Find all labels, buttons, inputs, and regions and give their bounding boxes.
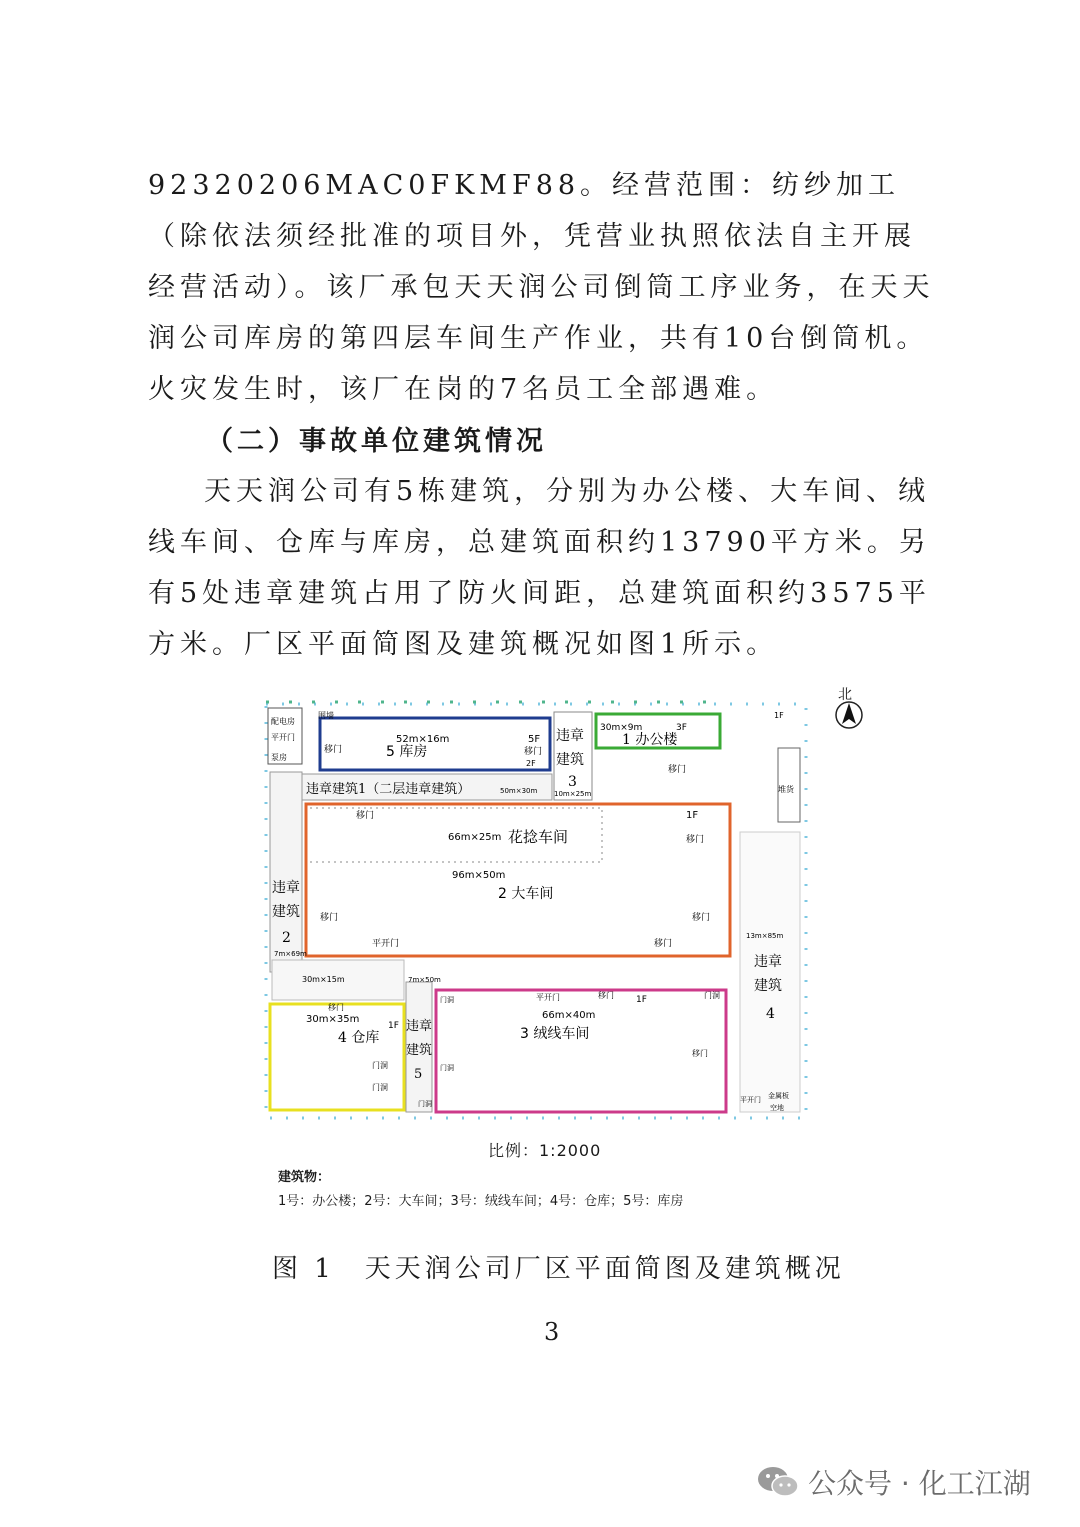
label-illegal3-floors: 2F [526,759,536,768]
label-b5-name: 5 库房 [386,744,428,760]
label-b1-floors: 3F [676,723,687,733]
page-number: 3 [544,1318,560,1346]
label-illegal5-dims: 7m×50m [408,976,441,984]
illegal-building-4 [740,832,800,1112]
label-b3-dims: 66m×40m [542,1010,596,1021]
label-b4-dims: 30m×35m [306,1014,360,1025]
label-illegal5-a: 违章 [406,1019,433,1034]
label-dump: 堆货 [778,785,794,794]
label-b5-door-right: 移门 [524,747,543,757]
figure-caption: 图 1 天天润公司厂区平面简图及建筑概况 [272,1254,845,1284]
label-illegal2-b: 建筑 [272,904,300,920]
label-right-floor: 1F [774,711,784,720]
label-b2-door-1: 移门 [356,811,375,821]
label-b3-door-1: 平开门 [536,993,560,1002]
label-b2-dims: 96m×50m [452,870,506,881]
label-bottom-c: 空地 [770,1104,784,1112]
label-illegal4-dims: 13m×85m [746,932,784,940]
label-left-top-b: 平开门 [271,733,295,742]
legend-items: 1号：办公楼；2号：大车间；3号：绒线车间；4号：仓库；5号：库房 [278,1194,684,1209]
label-b4-door-1: 移门 [328,1003,344,1012]
label-b2-sub-name: 花捻车间 [508,828,569,846]
label-b4-door-3: 门洞 [372,1083,388,1092]
label-b4-floors: 1F [388,1021,399,1031]
label-b2-sub-dims: 66m×25m [448,832,502,843]
scale-label: 比例：1:2000 [488,1141,602,1160]
wechat-icon [756,1464,800,1500]
label-corner: 围墙 [318,711,334,720]
label-illegal5-num: 5 [414,1067,423,1082]
label-passage-dims: 30m×15m [302,975,345,984]
label-b2-door-4: 平开门 [372,939,400,949]
north-label: 北 [838,687,852,703]
label-b2-floors: 1F [686,810,699,821]
paragraph-business-scope: 92320206MAC0FKMF88。经营范围：纺纱加工（除依法须经批准的项目外，凭营业执照依法自主开展经营活动）。该厂承包天天润公司倒筒工序业务，在天天润公司库房的第四层车间生产作业，共有10台倒筒机。火灾发生时，该厂在岗的7名员工全部遇难。 [148,170,935,405]
label-illegal3-a: 违章 [556,728,584,744]
label-b5-floors: 5F [528,734,541,745]
legend-title: 建筑物： [278,1170,331,1185]
label-b5-door-left: 移门 [324,745,343,755]
label-b1-dims: 30m×9m [600,723,643,733]
building-2-big-workshop [306,804,730,956]
label-b3-floors: 1F [636,995,647,1005]
label-illegal1: 违章建筑1（二层违章建筑） [306,782,471,797]
site-plan-diagram [262,692,816,1122]
label-illegal4-b: 建筑 [754,978,782,994]
label-b3-door-4: 移门 [692,1049,708,1058]
label-b2-door-6: 移门 [692,913,711,923]
label-illegal5-door-3: 门洞 [418,1100,432,1108]
label-bottom-b: 金属板 [768,1092,789,1100]
label-left-top-a: 配电房 [271,717,295,726]
label-b3-door-3: 门洞 [704,991,720,1000]
label-illegal3-dims: 10m×25m [554,790,592,798]
watermark [756,1462,1031,1502]
label-left-top-c: 泵房 [271,753,287,762]
label-illegal3-b: 建筑 [556,752,584,768]
label-b2-name: 2 大车间 [498,886,554,902]
label-illegal2-dims: 7m×69m [274,950,307,958]
label-b3-door-2: 移门 [598,991,614,1000]
label-b5-dims: 52m×16m [396,734,450,745]
label-illegal5-door-1: 门洞 [440,996,454,1004]
section-heading: （二）事故单位建筑情况 [206,426,547,457]
north-arrow-icon [834,700,864,730]
label-illegal5-door-2: 门洞 [440,1064,454,1072]
label-illegal2-a: 违章 [272,880,300,896]
label-b2-door-2: 移门 [686,835,705,845]
watermark-text: 公众号 · 化工江湖 [808,1467,1031,1500]
building-3-yarn-workshop [436,990,726,1112]
label-b2-door-3: 移门 [320,913,339,923]
label-bottom-a: 平开门 [740,1096,761,1104]
label-b1-door: 移门 [668,765,687,775]
label-illegal4-num: 4 [766,1006,775,1022]
label-illegal5-b: 建筑 [406,1043,433,1058]
label-illegal1-dims: 50m×30m [500,787,538,795]
label-b3-name: 3 绒线车间 [520,1026,590,1042]
label-illegal4-a: 违章 [754,954,782,970]
label-b2-door-5: 移门 [654,939,673,949]
north-arrow [828,684,868,734]
label-illegal2-num: 2 [282,930,291,946]
label-illegal3-num: 3 [568,774,577,790]
label-b4-name: 4 仓库 [338,1030,380,1046]
paragraph-building-overview: 天天润公司有5栋建筑，分别为办公楼、大车间、绒线车间、仓库与库房，总建筑面积约13790平方米。另有5处违章建筑占用了防火间距，总建筑面积约3575平方米。厂区平面简图及建筑概况如图1所示。 [148,476,931,660]
label-b4-door-2: 门洞 [372,1061,388,1070]
label-b1-name: 1 办公楼 [622,732,678,748]
